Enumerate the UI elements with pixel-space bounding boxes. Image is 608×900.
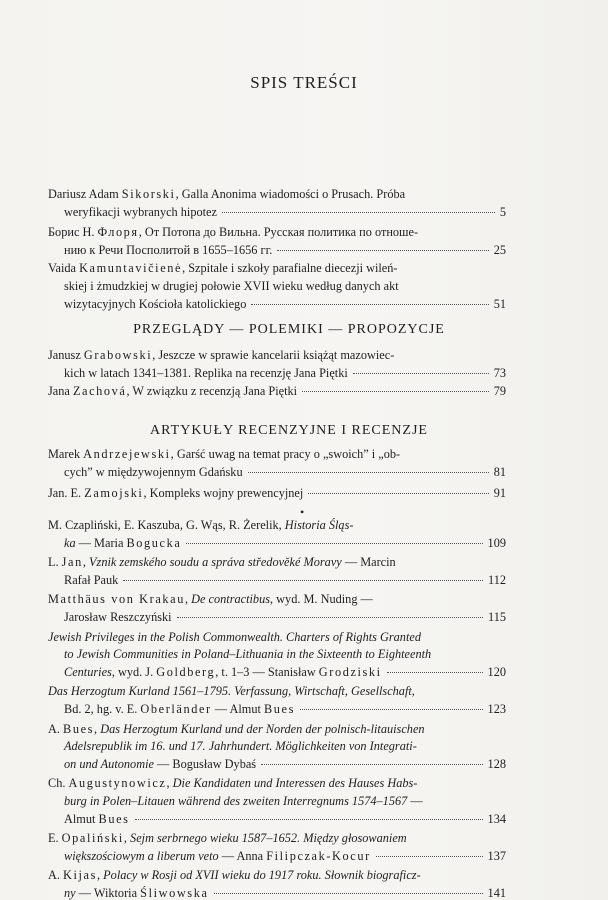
toc-polemics	[48, 347, 506, 401]
reviewer-name: , t. 1–3 — Stanisław	[215, 664, 319, 679]
toc-entry[interactable]	[48, 517, 506, 552]
contents-heading: SPIS TREŚCI	[250, 73, 358, 92]
reviewer-name: — Bogusław	[153, 756, 225, 771]
author-name: Jan. E.	[48, 486, 85, 501]
entry-title: ,	[184, 592, 192, 607]
toc-entry[interactable]	[48, 629, 506, 682]
page-number: 79	[493, 384, 506, 399]
dot-leader	[186, 543, 482, 544]
toc-entry[interactable]	[48, 721, 506, 774]
toc-entry[interactable]	[48, 485, 506, 503]
entry-title: to Jewish Communities in Poland–Lithuania in the Sixteenth to Eighteenth	[64, 647, 432, 662]
entry-title: burg in Polen–Litauen während des zweiten Interregnums 1574–1567	[64, 793, 408, 808]
author-name: Janusz	[48, 348, 84, 362]
entry-title: on und Autonomie	[64, 756, 154, 771]
page-number: 73	[493, 365, 506, 380]
entry-title: Die Kandidaten und Interessen des Hauses Habs-	[172, 776, 418, 791]
reviewer-surname: Filipczak-Kocur	[266, 848, 371, 863]
toc-entry[interactable]	[48, 554, 506, 589]
reviewer-name: Almut	[64, 811, 99, 826]
entry-title: , От Потопа до Вильна. Русская политика по отноше-	[138, 225, 419, 240]
reviewer-name: — Maria	[75, 535, 127, 550]
toc-entry[interactable]	[48, 260, 506, 313]
author-name: Dariusz Adam	[48, 187, 122, 201]
author-surname: Augustynowicz	[68, 776, 167, 791]
entry-title: ,	[123, 831, 131, 846]
author-surname: Kijas	[63, 868, 97, 883]
dot-leader	[353, 373, 489, 374]
author-name: L.	[48, 555, 62, 570]
page-number: 25	[493, 242, 506, 257]
entry-title: , W związku z recenzją Jana Piętki	[126, 384, 298, 399]
page-number: 81	[493, 464, 506, 479]
reviewer-name: — Anna	[218, 848, 267, 863]
page-number: 123	[487, 701, 506, 716]
entry-title: , Szpitale i szkoły parafialne diecezji wileń-	[182, 261, 398, 276]
entry-title: Historia Śląs-	[284, 518, 354, 532]
entry-title: Vznik zemského soudu a správa středověké Moravy	[89, 555, 342, 570]
section-heading-polemics: PRZEGLĄDY — POLEMIKI — PROPOZYCJE	[133, 322, 445, 337]
author-surname: Jan	[61, 555, 83, 570]
author-name: A.	[48, 721, 64, 736]
reviewer-surname: Śliwowska	[140, 885, 209, 900]
entry-title: ,	[411, 684, 415, 699]
reviewer-name: — Almut	[211, 701, 264, 716]
author-surname: Opaliński	[61, 831, 124, 846]
page-number: 51	[493, 296, 506, 311]
entry-title: ,	[97, 868, 104, 883]
page-number: 115	[488, 609, 506, 624]
reviewer-surname: Pauk	[93, 572, 119, 587]
page-number: 137	[487, 848, 506, 863]
page-number: 141	[487, 885, 506, 900]
dot-leader	[387, 672, 483, 673]
entry-title: Jewish Privileges in the Polish Commonwealth. Charters of Rights Granted	[48, 629, 421, 644]
dot-leader	[302, 391, 489, 392]
toc-books	[48, 517, 506, 900]
entry-title: Das Herzogtum Kurland 1561–1795. Verfassung, Wirtschaft, Gesellschaft	[48, 684, 412, 699]
author-name: Marek	[48, 447, 84, 461]
editor-surname: Goldberg	[156, 664, 216, 679]
author-surname: Sikorski	[121, 187, 176, 201]
author-name: E.	[48, 831, 62, 846]
toc-entry[interactable]	[48, 775, 506, 828]
entry-title: ka	[64, 535, 76, 550]
entry-title: Centuries	[64, 664, 112, 679]
author-surname: Флоря	[97, 225, 139, 240]
reviewer-surname: Bogucka	[126, 535, 182, 550]
reviewer-name: Rafał	[64, 572, 94, 587]
reviewer-surname: Bues	[264, 701, 295, 716]
entry-title: , Jeszcze w sprawie kancelarii książąt mazowiec-	[152, 348, 395, 362]
author-name: A.	[48, 868, 64, 883]
dot-leader	[123, 580, 483, 581]
toc-entry[interactable]	[48, 347, 506, 382]
entry-title: De contractibus	[191, 592, 271, 607]
reviewer-name: Jarosław	[64, 609, 111, 624]
dot-leader	[177, 617, 483, 618]
reviewer-surname: Reszczyński	[110, 609, 172, 624]
entry-title: wizytacyjnych Kościoła katolickiego	[64, 296, 247, 311]
section-heading-reviews: ARTYKUŁY RECENZYJNE I RECENZJE	[150, 423, 428, 438]
entry-title: —	[407, 793, 423, 808]
author-name: M. Czapliński, E. Kaszuba, G. Wąs, R. Żerelik,	[48, 518, 285, 532]
separator-bullet: •	[300, 505, 305, 519]
entry-title: Adelsrepublik im 16. und 17. Jahrhundert. Möglichkeiten von Integrati-	[64, 739, 417, 754]
dot-leader	[308, 493, 488, 494]
entry-title: ,	[166, 776, 173, 791]
author-name: Vaida	[48, 261, 80, 276]
entry-title: , Garść uwag na temat pracy o „swoich” i „ob-	[170, 447, 401, 461]
toc-entry[interactable]	[48, 591, 506, 626]
page-number: 5	[499, 204, 506, 219]
entry-title: kich w latach 1341–1381. Replika na recenzję Jana Piętki	[64, 365, 348, 380]
entry-title: , Galla Anonima wiadomości o Prusach. Próba	[175, 187, 406, 201]
dot-leader	[261, 764, 482, 765]
entry-title: skiej i żmudzkiej w drugiej połowie XVII wieku według danych akt	[64, 278, 399, 293]
toc-entry[interactable]	[48, 186, 506, 221]
page-number: 112	[488, 572, 506, 587]
entry-title: нию к Речи Посполитой в 1655–1656 гг.	[64, 242, 273, 257]
dot-leader	[214, 893, 483, 894]
toc-entry[interactable]	[48, 683, 506, 718]
entry-title: , wyd. J.	[111, 664, 157, 679]
toc-reviews	[48, 446, 506, 503]
author-surname: Kamuntavičienė	[79, 261, 183, 276]
entry-title: weryfikacji wybranych hipotez	[64, 204, 217, 219]
author-surname: Zamojski	[84, 486, 144, 501]
reviewer-surname: Grodziski	[318, 664, 382, 679]
reviewer-name: — Wiktoria	[75, 885, 141, 900]
page-number: 109	[487, 535, 506, 550]
entry-title: cych” w międzywojennym Gdańsku	[64, 464, 243, 479]
author-name: Ch.	[48, 776, 69, 791]
entry-title: Polacy w Rosji od XVII wieku do 1917 roku. Słownik biograficz-	[103, 868, 421, 883]
entry-title: Das Herzogtum Kurland und der Norden der polnisch-litauischen	[100, 721, 425, 736]
dot-leader	[248, 472, 489, 473]
entry-title: ny	[64, 885, 76, 900]
author-surname: Bues	[63, 721, 95, 736]
editor-surname: Oberländer	[140, 701, 212, 716]
dot-leader	[135, 819, 483, 820]
author-surname: Grabowski	[83, 348, 153, 362]
dot-leader	[251, 304, 488, 305]
entry-title: , Kompleks wojny prewencyjnej	[143, 486, 304, 501]
toc-entry[interactable]	[48, 446, 506, 481]
entry-title: Bd. 2, hg. v. E.	[64, 701, 141, 716]
author-name: Борис Н.	[48, 225, 98, 240]
toc-entry[interactable]	[48, 830, 506, 865]
page-number: 128	[487, 756, 506, 771]
toc-entry[interactable]	[48, 383, 506, 401]
author-name: Matthäus von Krakau	[48, 592, 185, 607]
toc-articles	[48, 186, 506, 313]
dot-leader	[300, 709, 483, 710]
reviewer-surname: Bues	[98, 811, 130, 826]
reviewer-surname: Dybaś	[224, 756, 257, 771]
page-number: 91	[493, 486, 506, 501]
author-surname: Andrzejewski	[83, 447, 171, 461]
dot-leader	[277, 250, 488, 251]
author-surname: Zachová	[72, 384, 127, 399]
entry-title: ,	[94, 721, 101, 736]
entry-title: , wyd. M. Nuding —	[270, 592, 373, 607]
entry-title: ,	[82, 555, 90, 570]
toc-entry[interactable]	[48, 867, 506, 900]
page-number: 134	[487, 811, 506, 826]
page-number: 120	[487, 664, 506, 679]
toc-entry[interactable]	[48, 224, 506, 259]
entry-title: — Marcin	[341, 555, 396, 570]
dot-leader	[376, 856, 483, 857]
dot-leader	[222, 212, 495, 213]
author-name: Jana	[48, 384, 73, 399]
entry-title: Sejm serbrnego wieku 1587–1652. Między głosowaniem	[130, 831, 407, 846]
entry-title: większościowym a liberum veto	[64, 848, 219, 863]
